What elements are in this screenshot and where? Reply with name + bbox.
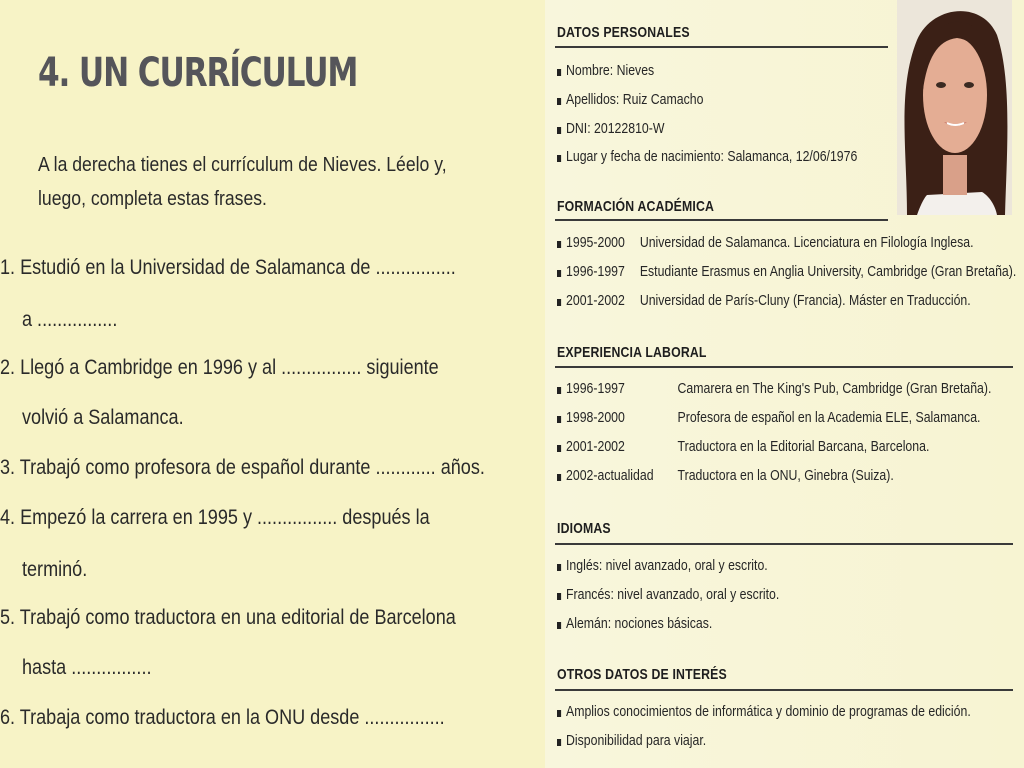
bullet-icon (557, 155, 561, 162)
bullet-icon (557, 387, 561, 394)
bullet-icon (557, 739, 561, 746)
cv-item (557, 62, 654, 79)
cv-item (557, 380, 991, 397)
exercise-line: 3. Trabajó como profesora de español durante ............ años. (0, 456, 485, 479)
bullet-icon (557, 416, 561, 423)
cv-item (557, 148, 857, 165)
section-rule (555, 366, 1013, 368)
section-rule (555, 219, 888, 221)
bullet-icon (557, 593, 561, 600)
cv-item (557, 586, 779, 603)
cv-item-text: Nombre: Nieves (566, 62, 655, 79)
bullet-icon (557, 474, 561, 481)
bullet-icon (557, 98, 561, 105)
section-heading-education: FORMACIÓN ACADÉMICA (557, 198, 715, 215)
cv-item-years: 1996-1997 (566, 380, 625, 397)
cv-item-text: Apellidos: Ruiz Camacho (566, 91, 704, 108)
cv-item-years: 1996-1997 (566, 263, 625, 280)
section-heading-experience: EXPERIENCIA LABORAL (557, 344, 707, 361)
exercise-line: 5. Trabajó como traductora en una editorial de Barcelona (0, 606, 456, 629)
cv-item (557, 120, 664, 137)
cv-item (557, 263, 1016, 280)
cv-item-text: Francés: nivel avanzado, oral y escrito. (566, 586, 780, 603)
bullet-icon (557, 445, 561, 452)
profile-photo (897, 0, 1012, 215)
cv-item-years: 1995-2000 (566, 234, 625, 251)
cv-item (557, 467, 894, 484)
exercise-line: 1. Estudió en la Universidad de Salamanca de ................ (0, 256, 456, 279)
cv-item-text: Estudiante Erasmus en Anglia University, Cambridge (Gran Bretaña). (639, 263, 1017, 280)
cv-item-text: Camarera en The King's Pub, Cambridge (Gran Bretaña). (677, 380, 992, 397)
exercise-intro (38, 148, 478, 216)
cv-item-text: Inglés: nivel avanzado, oral y escrito. (566, 557, 768, 574)
cv-item-years: 1998-2000 (566, 409, 625, 426)
cv-item-text: Disponibilidad para viajar. (566, 732, 707, 749)
cv-item-text: Profesora de español en la Academia ELE, Salamanca. (677, 409, 981, 426)
exercise-title: 4. UN CURRÍCULUM (38, 50, 358, 96)
exercise-line: hasta ................ (22, 656, 152, 679)
cv-item-text: Traductora en la Editorial Barcana, Barcelona. (677, 438, 930, 455)
cv-item-text: Alemán: nociones básicas. (566, 615, 713, 632)
cv-item (557, 234, 973, 251)
cv-item-text: Amplios conocimientos de informática y dominio de programas de edición. (566, 703, 971, 720)
exercise-line: a ................ (22, 308, 118, 331)
bullet-icon (557, 241, 561, 248)
intro-line: luego, completa estas frases. (38, 188, 267, 210)
cv-item (557, 732, 706, 749)
cv-item-text: DNI: 20122810-W (566, 120, 665, 137)
bullet-icon (557, 69, 561, 76)
section-rule (555, 543, 1013, 545)
cv-item-text: Universidad de Salamanca. Licenciatura en Filología Inglesa. (639, 234, 974, 251)
bullet-icon (557, 564, 561, 571)
exercise-line: volvió a Salamanca. (22, 406, 184, 429)
bullet-icon (557, 622, 561, 629)
bullet-icon (557, 710, 561, 717)
bullet-icon (557, 270, 561, 277)
section-heading-personal: DATOS PERSONALES (557, 24, 690, 41)
cv-item-years: 2001-2002 (566, 438, 625, 455)
cv-item (557, 409, 980, 426)
exercise-line: 6. Trabaja como traductora en la ONU desde ................ (0, 706, 445, 729)
exercise-line: terminó. (22, 558, 88, 581)
cv-item-years: 2002-actualidad (566, 467, 654, 484)
cv-item-text: Universidad de París-Cluny (Francia). Máster en Traducción. (639, 292, 971, 309)
section-rule (555, 689, 1013, 691)
cv-item-years: 2001-2002 (566, 292, 625, 309)
portrait-image (897, 0, 1012, 215)
cv-item (557, 703, 971, 720)
cv-item-text: Lugar y fecha de nacimiento: Salamanca, 12/06/1976 (566, 148, 858, 165)
bullet-icon (557, 299, 561, 306)
cv-item-text: Traductora en la ONU, Ginebra (Suiza). (677, 467, 894, 484)
section-rule (555, 46, 888, 48)
bullet-icon (557, 127, 561, 134)
cv-item (557, 91, 703, 108)
cv-item (557, 557, 768, 574)
section-heading-languages: IDIOMAS (557, 520, 611, 537)
cv-item (557, 438, 929, 455)
cv-item (557, 615, 712, 632)
intro-line: A la derecha tienes el currículum de Nieves. Léelo y, (38, 154, 447, 176)
cv-item (557, 292, 971, 309)
section-heading-other: OTROS DATOS DE INTERÉS (557, 666, 727, 683)
exercise-line: 2. Llegó a Cambridge en 1996 y al ................ siguiente (0, 356, 439, 379)
exercise-line: 4. Empezó la carrera en 1995 y ................ después la (0, 506, 430, 529)
